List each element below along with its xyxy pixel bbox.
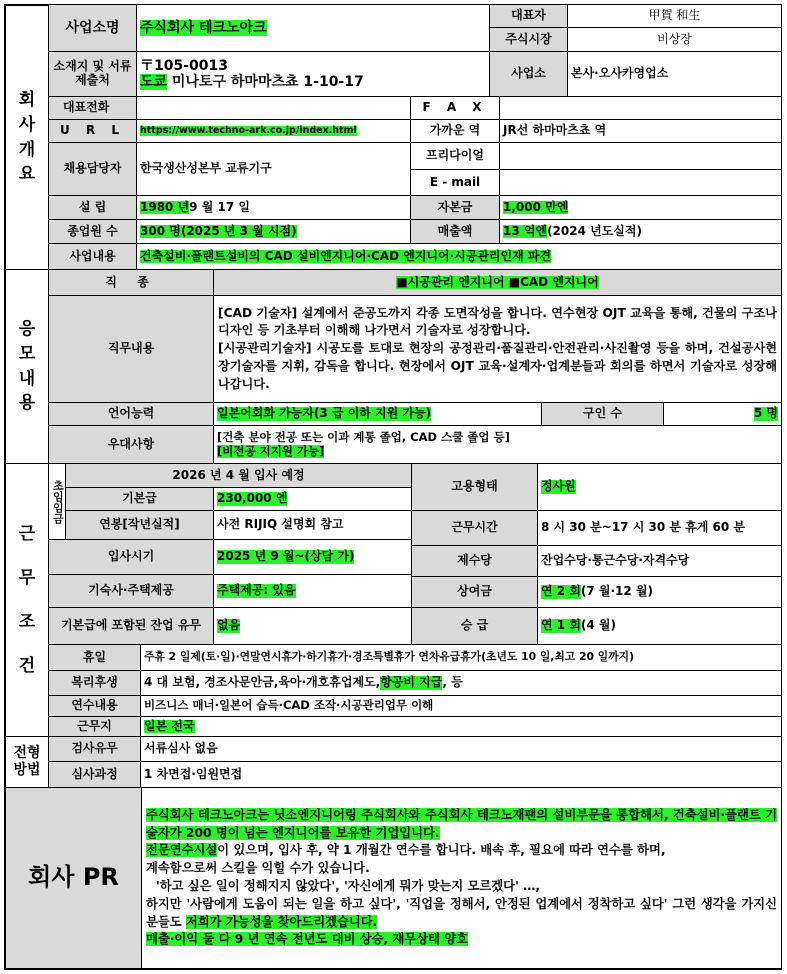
pr-possibility: 저희가 가능성을 찾아드리겠습니다. — [185, 914, 378, 929]
pr-intro-hl: 주식회사 테크노아크는 닛소엔지니어링 주식회사와 주식회사 테크노재팬의 설비부문을 통합해서, 건축설비·플랜트 기술자가 200 명이 넘는 엔지니어를 보유한 기업입니다. — [146, 807, 777, 840]
pr-training-text: 이 있으며, 입사 후, 약 1 개월간 연수를 합니다. 배속 후, 필요에 따라 연수를 하며, — [217, 843, 666, 858]
recruiter-value: 한국생산성본부 교류기구 — [136, 142, 411, 196]
dial-value — [499, 142, 782, 170]
capital-cell — [499, 195, 782, 220]
salary-group-label: 초임임금 — [48, 463, 66, 540]
address-rest: 미나토구 하마마츠쵸 1-10-17 — [167, 74, 364, 90]
market-label: 주식시장 — [489, 27, 568, 52]
employment-type-cell — [537, 463, 782, 511]
pr-quote-2: 하지만 '사람에게 도움이 되는 일을 하고 싶다', '직업을 정해서, 안정된 업계에서 정착하고 싶다' 그런 생각을 가지신 분들도 — [146, 896, 777, 929]
preference-label: 우대사항 — [48, 425, 214, 464]
dormitory-value: 주택제공: 있음 — [217, 583, 296, 598]
established-date: 9 월 17 일 — [189, 199, 250, 214]
training-value: 비즈니스 매너·일본어 습득·CAD 조작·시공관리업무 이해 — [140, 695, 782, 717]
market-value: 비상장 — [567, 27, 782, 52]
interview-process-label: 심사과정 — [48, 761, 141, 788]
company-name-label: 사업소명 — [48, 4, 137, 52]
location-cell — [140, 716, 782, 737]
language-value: 일본어회화 가능자(3 급 이하 지원 가능) — [217, 406, 432, 421]
section-company-label: 회 사 개 요 — [4, 4, 49, 270]
url-cell — [136, 119, 411, 143]
url-label: U R L — [48, 119, 137, 143]
address-label: 소재지 및 서류제출처 — [48, 51, 137, 97]
join-date-label: 입사시기 — [48, 539, 214, 575]
work-hours-label: 근무시간 — [411, 510, 538, 546]
fax-value — [499, 96, 782, 120]
employees-cell — [136, 219, 411, 244]
language-cell — [213, 402, 542, 426]
overtime-value: 없음 — [217, 618, 241, 633]
section-selection-label: 전형 방법 — [4, 736, 49, 788]
established-year: 1980 년 — [140, 199, 190, 214]
postal-code: 〒105-0013 — [140, 57, 228, 74]
pr-quote-1: '하고 싶은 일이 정해지지 않았다', '자신에게 뭐가 맞는지 모르겠다' …, — [156, 879, 541, 893]
raise-month: (4 월) — [580, 618, 616, 633]
phone-value — [136, 96, 411, 120]
join-date-value: 2025 년 9 월~(상담 가) — [217, 549, 355, 564]
allowance-label: 제수당 — [411, 545, 538, 577]
employees-count: 300 명 — [140, 223, 181, 238]
overtime-cell — [213, 607, 412, 645]
work-hours-value: 8 시 30 분~17 시 30 분 휴게 60 분 — [537, 510, 782, 546]
bonus-months: (7 월·12 월) — [580, 584, 654, 599]
raise-label: 승 급 — [411, 607, 538, 645]
raise-count: 연 1 회 — [541, 618, 581, 633]
url-link[interactable]: https://www.techno-ark.co.jp/index.html — [140, 124, 357, 136]
email-value — [499, 169, 782, 196]
email-label: E - mail — [410, 169, 500, 196]
address-line — [140, 74, 364, 90]
company-name-value: 주식회사 테크노아크 — [140, 19, 267, 36]
sales-amount: 13 억엔 — [503, 223, 548, 238]
base-salary-value: 230,000 엔 — [217, 491, 288, 506]
business-cell — [136, 243, 782, 270]
business-value: 건축설비·플랜트설비의 CAD 설비엔지니어·CAD 엔지니어·시공관리인재 파견 — [140, 248, 552, 263]
dial-label: 프리다이얼 — [410, 142, 500, 170]
pr-training-facility: 전문연수시설 — [146, 843, 218, 858]
bonus-cell — [537, 576, 782, 608]
interview-process-value: 1 차면접·임원면접 — [140, 761, 782, 788]
language-label: 언어능력 — [48, 402, 214, 426]
dormitory-cell — [213, 574, 412, 608]
phone-label: 대표전화 — [48, 96, 137, 120]
preference-line-1: [건축 분야 전공 또는 이과 계통 졸업, CAD 스쿨 졸업 등] — [217, 430, 510, 445]
established-cell — [136, 195, 411, 220]
holiday-value: 주휴 2 일제(토·일)·연말연시휴가·하기휴가·경조특별휴가 연차유급휴가(초년도 10 일,최고 20 일까지) — [140, 644, 782, 671]
job-value: ■시공관리 엔지니어 ■CAD 엔지니어 — [396, 274, 599, 289]
bonus-count: 연 2 회 — [541, 584, 581, 599]
welfare-post: , 등 — [442, 675, 463, 690]
openings-cell — [663, 402, 782, 426]
capital-value: 1,000 만엔 — [503, 199, 569, 214]
base-salary-label: 기본급 — [65, 487, 214, 511]
document-screening-value: 서류심사 없음 — [140, 736, 782, 762]
address-city: 도쿄 — [140, 74, 168, 90]
address-cell — [136, 51, 490, 97]
preference-cell — [213, 425, 782, 464]
holiday-label: 휴일 — [48, 644, 141, 671]
employment-type-value: 정사원 — [541, 479, 576, 494]
employees-date: (2025 년 3 월 시점) — [180, 223, 297, 238]
pr-growth: 매출·이익 둘 다 9 년 연속 전년도 대비 상승, 재무상태 양호 — [146, 932, 469, 947]
allowance-value: 잔업수당·통근수당·자격수당 — [537, 545, 782, 577]
duty-cad: [CAD 기술자] 설계에서 준공도까지 각종 도면작성을 합니다. 연수현장 OJT 교육을 통해, 건물의 구조나 디자인 등 기초부터 이해해 나가면서 기술자로 성장합니다. — [218, 305, 777, 338]
welfare-cell — [140, 670, 782, 696]
section-recruit-label: 응 모 내 용 — [4, 269, 49, 464]
sales-note: (2024 년도실적) — [547, 223, 642, 238]
company-name-cell — [136, 4, 490, 52]
office-value: 본사·오사카영업소 — [567, 51, 782, 97]
dormitory-label: 기숙사·주택제공 — [48, 574, 214, 608]
raise-cell — [537, 607, 782, 645]
duty-cell — [213, 295, 782, 403]
employment-type-label: 고용형태 — [411, 463, 538, 511]
openings-value: 5 명 — [753, 406, 778, 421]
rep-label: 대표자 — [489, 4, 568, 28]
join-date-cell — [213, 539, 412, 575]
fax-label: F A X — [410, 96, 500, 120]
employees-label: 종업원 수 — [48, 219, 137, 244]
welfare-pre: 4 대 보험, 경조사문안금,육아·개호휴업제도, — [144, 675, 381, 690]
bonus-label: 상여금 — [411, 576, 538, 608]
rep-value: 甲賀 和生 — [567, 4, 782, 28]
recruiter-label: 채용담당자 — [48, 142, 137, 196]
welfare-airfare: 항공비 지급 — [380, 675, 443, 690]
welfare-label: 복리후생 — [48, 670, 141, 696]
duty-construction: [시공관리기술자] 시공도를 토대로 현장의 공정관리·품질관리·안전관리·사진촬영 등을 하며, 건설공사현장기술자를 지휘, 감독을 합니다. 현장에서 OJT 교육·설계자·업계분들과 회의를 하면서 기술자로 성장해 나갑니다. — [218, 341, 777, 391]
business-label: 사업내용 — [48, 243, 137, 270]
preference-line-2: [비전공 지지원 가능] — [217, 443, 325, 458]
established-label: 설 립 — [48, 195, 137, 220]
sales-cell — [499, 219, 782, 244]
job-cell — [213, 269, 782, 296]
intake-cell: 2026 년 4 월 입사 예정 — [65, 463, 412, 488]
station-value: JR선 하마마츠쵸 역 — [499, 119, 782, 143]
company-pr-label: 회사 PR — [4, 787, 142, 970]
annual-salary-value: 사전 RIJIQ 설명회 참고 — [213, 510, 412, 540]
job-label: 직 종 — [48, 269, 214, 296]
capital-label: 자본금 — [410, 195, 500, 220]
annual-salary-label: 연봉[작년실적] — [65, 510, 214, 540]
station-label: 가까운 역 — [410, 119, 500, 143]
location-label: 근무지 — [48, 716, 141, 737]
document-screening-label: 검사유무 — [48, 736, 141, 762]
overtime-label: 기본급에 포함된 잔업 유무 — [48, 607, 214, 645]
section-conditions-label: 근 무 조 건 — [4, 463, 49, 737]
duty-label: 직무내용 — [48, 295, 214, 403]
openings-label: 구인 수 — [541, 402, 664, 426]
sales-label: 매출액 — [410, 219, 500, 244]
location-value: 일본 전국 — [144, 718, 195, 733]
office-label: 사업소 — [489, 51, 568, 97]
company-pr-body — [141, 787, 782, 970]
base-salary-cell — [213, 487, 412, 511]
pr-skill: 계속함으로써 스킬을 익힐 수가 있습니다. — [146, 861, 370, 876]
training-label: 연수내용 — [48, 695, 141, 717]
